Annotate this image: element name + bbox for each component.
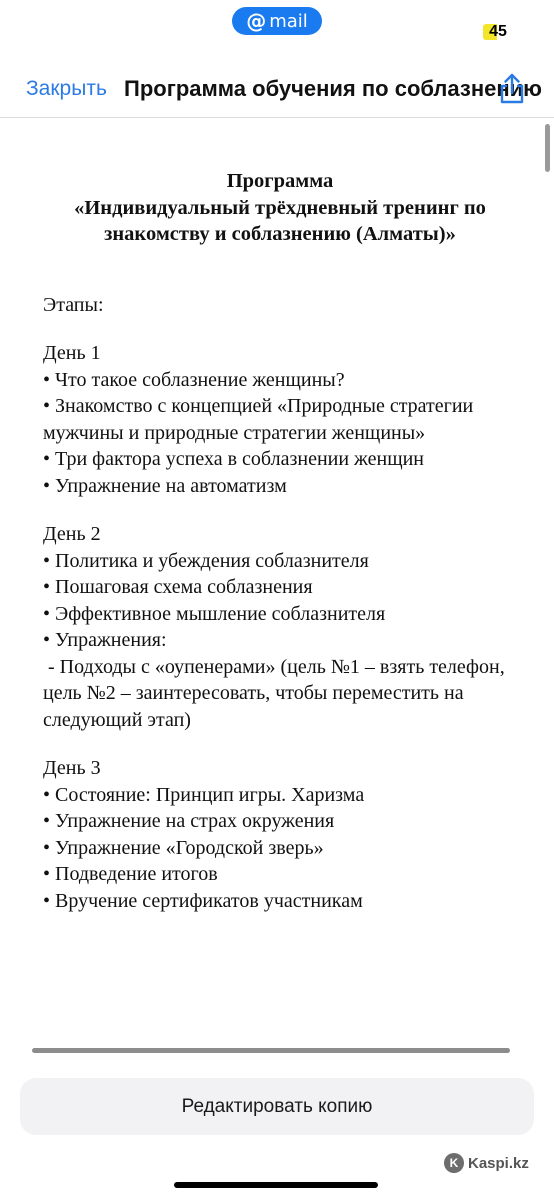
home-indicator[interactable] <box>174 1182 378 1188</box>
document-content <box>43 168 523 914</box>
battery-indicator <box>483 22 513 42</box>
day-title: День 3 <box>43 757 101 779</box>
list-item: • Пошаговая схема соблазнения <box>43 576 313 598</box>
day-title: День 1 <box>43 342 101 364</box>
list-item: • Упражнение «Городской зверь» <box>43 836 324 859</box>
list-item: • Упражнение на страх окружения <box>43 810 335 832</box>
mail-pill-label: mail <box>269 10 308 32</box>
list-item: • Подведение итогов <box>43 863 218 885</box>
page-title: Программа обучения по соблазнению <box>124 76 542 101</box>
mail-app-pill[interactable] <box>232 7 322 35</box>
heading-line: Программа <box>226 170 334 192</box>
vertical-scrollbar[interactable] <box>545 124 550 172</box>
close-button[interactable]: Закрыть <box>26 77 107 100</box>
stages-label: Этапы: <box>43 293 104 316</box>
navigation-bar <box>0 60 554 118</box>
at-sign-icon: @ <box>246 9 267 33</box>
watermark-text: Kaspi.kz <box>468 1154 529 1172</box>
kaspi-logo-icon: K <box>444 1153 464 1173</box>
list-item: • Вручение сертификатов участникам <box>43 889 363 912</box>
list-item: • Упражнение на автоматизм <box>43 474 287 497</box>
edit-copy-button[interactable]: Редактировать копию <box>20 1078 534 1135</box>
list-item: • Эффективное мышление соблазнителя <box>43 602 386 625</box>
list-item: • Политика и убеждения соблазнителя <box>43 549 369 572</box>
day-title: День 2 <box>43 523 101 545</box>
horizontal-scrollbar[interactable] <box>32 1048 510 1053</box>
document-heading <box>37 168 523 248</box>
list-item: - Подходы с «оупенерами» (цель №1 – взять телефон, цель №2 – заинтересовать, чтобы переместить на следующий этап) <box>43 655 510 731</box>
heading-line: «Индивидуальный трёхдневный тренинг по знакомству и соблазнению (Алматы)» <box>74 196 492 245</box>
watermark <box>444 1153 529 1173</box>
battery-level: 45 <box>489 23 507 40</box>
list-item: • Упражнения: <box>43 629 167 651</box>
list-item: • Три фактора успеха в соблазнении женщин <box>43 448 424 470</box>
list-item: • Что такое соблазнение женщины? <box>43 368 345 391</box>
share-icon[interactable] <box>496 72 528 106</box>
list-item: • Знакомство с концепцией «Природные стратегии мужчины и природные стратегии женщины» <box>43 395 479 444</box>
list-item: • Состояние: Принцип игры. Харизма <box>43 783 365 806</box>
